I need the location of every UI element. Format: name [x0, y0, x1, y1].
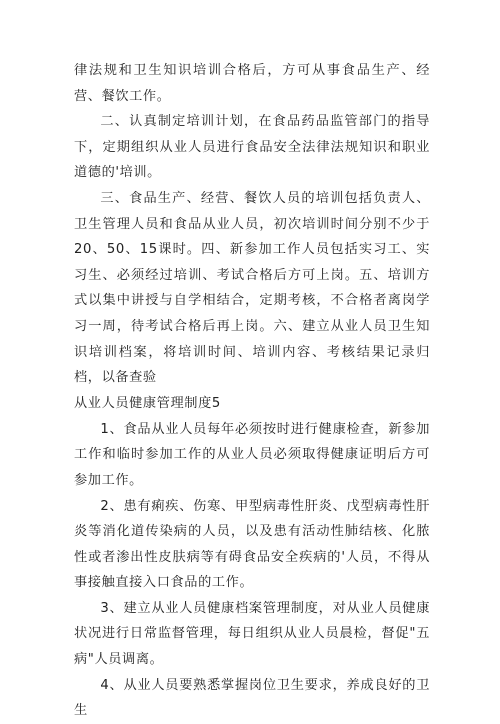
- paragraph-training-plan: 二、认真制定培训计划，在食品药品监管部门的指导下，定期组织从业人员进行食品安全法律法规知识和职业道德的'培训。: [74, 114, 430, 181]
- section-paragraph-2: 2、患有痢疾、伤寒、甲型病毒性肝炎、戊型病毒性肝炎等消化道传染病的人员，以及患有活动性肺结核、化脓性或者渗出性皮肤病等有碍食品安全疾病的'人员，不得从事接触直接入口食品的工作。: [74, 498, 430, 591]
- section-paragraph-4: 4、从业人员要熟悉掌握岗位卫生要求，养成良好的卫生: [74, 677, 430, 719]
- paragraph-training-content: 三、食品生产、经营、餐饮人员的培训包括负责人、卫生管理人员和食品从业人员，初次培训时间分别不少于20、50、15课时。四、新参加工作人员包括实习工、实习生、必须经过培训、考试合格后方可上岗。五、培训方式以集中讲授与自学相结合，定期考核，不合格者离岗学习一周，待考试合格后再上岗。六、建立从业人员卫生知识培训档案，将培训时间、培训内容、考核结果记录归档，以备查验: [74, 190, 430, 386]
- document-body: [74, 58, 430, 724]
- section-paragraph-3: 3、建立从业人员健康档案管理制度，对从业人员健康状况进行日常监督管理，每日组织从业人员晨检，督促"五病"人员调离。: [74, 600, 430, 668]
- paragraph-continuation: 律法规和卫生知识培训合格后，方可从事食品生产、经营、餐饮工作。: [74, 63, 430, 104]
- section-paragraph-1: 1、食品从业人员每年必须按时进行健康检查，新参加工作和临时参加工作的从业人员必须取得健康证明后方可参加工作。: [74, 421, 430, 488]
- section-title: 从业人员健康管理制度5: [74, 395, 221, 411]
